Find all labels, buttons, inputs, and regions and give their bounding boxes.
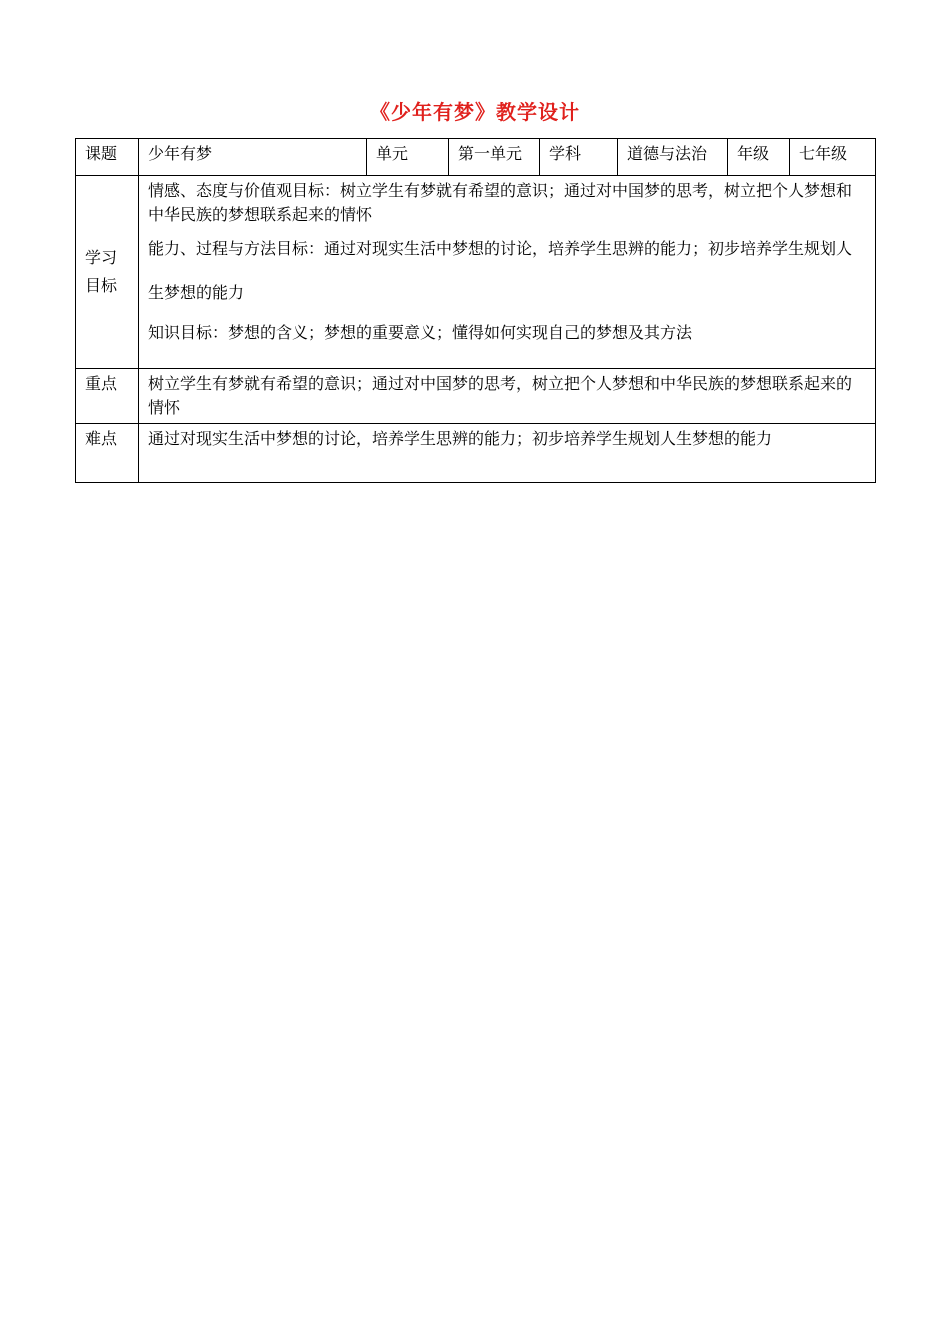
- unit-label: 单元: [367, 139, 449, 176]
- key-point-label: 重点: [76, 369, 139, 424]
- difficult-point-row: [76, 424, 876, 483]
- difficult-point-label: 难点: [76, 424, 139, 483]
- goal-knowledge: 知识目标：梦想的含义；梦想的重要意义；懂得如何实现自己的梦想及其方法: [148, 323, 693, 342]
- goals-content: [139, 176, 876, 369]
- grade-value: 七年级: [790, 139, 876, 176]
- goal-ability: 能力、过程与方法目标：通过对现实生活中梦想的讨论，培养学生思辨的能力；初步培养学生规划人生梦想的能力: [148, 239, 853, 302]
- document-title: 《少年有梦》教学设计: [370, 100, 580, 124]
- goals-row: [76, 176, 876, 369]
- subject-label: 学科: [540, 139, 618, 176]
- goal-emotion: 情感、态度与价值观目标：树立学生有梦就有希望的意识；通过对中国梦的思考，树立把个人梦想和中华民族的梦想联系起来的情怀: [148, 181, 853, 224]
- key-point-row: [76, 369, 876, 424]
- header-row: [76, 139, 876, 176]
- goals-label-line2: 目标: [85, 276, 118, 295]
- lesson-plan-table: [75, 138, 876, 483]
- key-point-text: 树立学生有梦就有希望的意识；通过对中国梦的思考，树立把个人梦想和中华民族的梦想联系起来的情怀: [139, 369, 876, 424]
- unit-value: 第一单元: [449, 139, 540, 176]
- topic-label: 课题: [76, 139, 139, 176]
- goals-label-line1: 学习: [85, 248, 118, 267]
- grade-label: 年级: [728, 139, 790, 176]
- goals-label: [76, 176, 139, 369]
- topic-value: 少年有梦: [139, 139, 367, 176]
- difficult-point-text: 通过对现实生活中梦想的讨论，培养学生思辨的能力；初步培养学生规划人生梦想的能力: [139, 424, 876, 483]
- subject-value: 道德与法治: [618, 139, 728, 176]
